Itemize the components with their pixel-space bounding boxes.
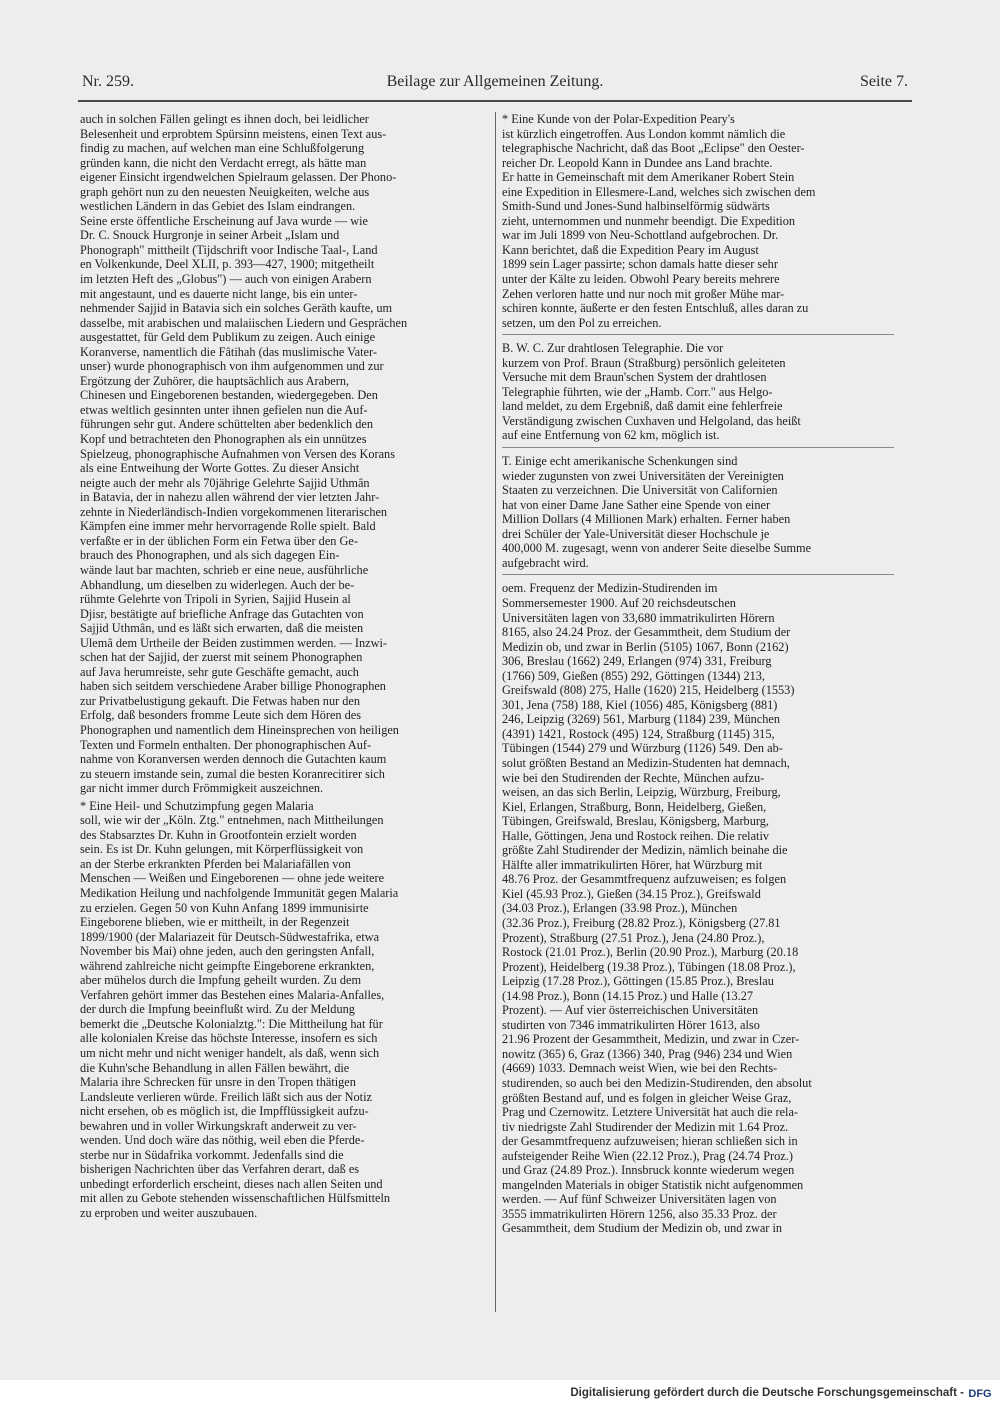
text-line: eigener Einsicht irgendwelchen Spielraum gelassen. Der Phono- bbox=[80, 170, 397, 185]
text-line: Djisr, bestätigte auf briefliche Anfrage das Gutachten von bbox=[80, 606, 364, 621]
text-line: bemerkt die „Deutsche Kolonialztg.": Die Mittheilung hat für bbox=[80, 1016, 383, 1031]
text-line: Eingeborene blieben, wie er mittheilt, in der Regenzeit bbox=[80, 915, 350, 930]
text-line: Ulemâ dem Urtheile der Beiden zustimmen werden. — Inzwi- bbox=[80, 635, 387, 650]
article-separator bbox=[502, 574, 894, 575]
text-line: graph gehört nun zu den neuesten Neuigkeiten, welche aus bbox=[80, 184, 370, 199]
text-line: unbedingt erforderlich erscheint, dieses nach allen Seiten und bbox=[80, 1176, 383, 1191]
text-line: (1766) 509, Gießen (855) 292, Göttingen (1344) 213, bbox=[502, 668, 765, 683]
text-line: Sommersemester 1900. Auf 20 reichsdeutschen bbox=[502, 595, 736, 610]
text-line: gründen kann, die nicht den Verdacht erregt, als hätte man bbox=[80, 155, 367, 170]
text-line: gar nicht immer durch Frömmigkeit auszeichnen. bbox=[80, 781, 324, 796]
publication-title: Beilage zur Allgemeinen Zeitung. bbox=[386, 73, 604, 90]
text-line: setzen, um den Pol zu erreichen. bbox=[502, 315, 662, 330]
text-line: haben sich seitdem verschiedene Araber billige Phonographen bbox=[80, 679, 386, 694]
right-column bbox=[502, 112, 894, 1236]
text-line: Zehen verloren hatte und nur noch mit großer Mühe mar- bbox=[502, 286, 785, 301]
text-line: Malaria ihre Schrecken für unsre in den Tropen thätigen bbox=[80, 1075, 356, 1090]
text-line: B. W. C. Zur drahtlosen Telegraphie. Die vor bbox=[502, 341, 724, 356]
text-line: aber mühelos durch die Impfung geheilt wurden. Zu dem bbox=[80, 973, 362, 988]
text-line: soll, wie wir der „Köln. Ztg." entnehmen, nach Mittheilungen bbox=[80, 813, 384, 828]
text-line: Er hatte in Gemeinschaft mit dem Amerikaner Robert Stein bbox=[502, 170, 795, 185]
text-line: (4669) 1033. Demnach weist Wien, wie bei den Rechts- bbox=[502, 1061, 778, 1076]
text-line: Prozent), Heidelberg (19.38 Proz.), Tübingen (18.08 Proz.), bbox=[502, 959, 796, 974]
text-line: brauch des Phonographen, und als sich dagegen Ein- bbox=[80, 548, 340, 563]
text-line: Prag und Czernowitz. Letztere Universität hat auch die rela- bbox=[502, 1105, 799, 1120]
text-line: zu erzielen. Gegen 50 von Kuhn Anfang 1899 immunisirte bbox=[80, 900, 369, 915]
text-line: größte Zahl Studirender der Medizin, nämlich beinahe die bbox=[502, 843, 788, 858]
text-line: (4391) 1421, Rostock (495) 124, Straßburg (1145) 315, bbox=[502, 726, 775, 741]
column-divider bbox=[495, 112, 496, 1312]
text-line: Kiel (45.93 Proz.), Gießen (34.15 Proz.), Greifswald bbox=[502, 886, 761, 901]
article-paragraph bbox=[80, 112, 490, 796]
text-line: Greifswald (808) 275, Halle (1620) 215, Heidelberg (1553) bbox=[502, 683, 795, 698]
text-line: wenden. Und doch wäre das nöthig, weil eben die Pferde- bbox=[80, 1133, 365, 1148]
text-line: an der Sterbe erkrankten Pferden bei Malariafällen von bbox=[80, 856, 351, 871]
text-line: und Graz (24.89 Proz.). Innsbruck konnte wiederum wegen bbox=[502, 1163, 795, 1178]
text-line: westlichen Ländern in das Gebiet des Islam eindrangen. bbox=[80, 199, 356, 214]
text-line: sterbe nur in Südafrika vorkommt. Jedenfalls sind die bbox=[80, 1147, 344, 1162]
text-line: Belesenheit und erprobtem Spürsinn meistens, einen Text aus- bbox=[80, 126, 387, 141]
text-line: alle kolonialen Kreise das höchste Interesse, insofern es sich bbox=[80, 1031, 378, 1046]
text-line: kurzem von Prof. Braun (Straßburg) persönlich geleiteten bbox=[502, 355, 786, 370]
article-paragraph bbox=[502, 454, 894, 570]
text-line: ist kürzlich eingetroffen. Aus London kommt nämlich die bbox=[502, 126, 786, 141]
text-line: wände laut bar machten, schrieb er eine neue, ausführliche bbox=[80, 562, 369, 577]
text-line: 400,000 M. zugesagt, wenn von anderer Seite dieselbe Summe bbox=[502, 541, 812, 556]
text-line: auf Java herumreiste, sehr gute Geschäfte gemacht, auch bbox=[80, 664, 359, 679]
funding-notice: Digitalisierung gefördert durch die Deutsche Forschungsgemeinschaft - bbox=[570, 1387, 964, 1399]
dfg-logo: DFG bbox=[968, 1388, 992, 1400]
article-paragraph bbox=[502, 341, 894, 443]
text-line: weisen, an das sich Berlin, Leipzig, Würzburg, Freiburg, bbox=[502, 785, 781, 800]
text-line: Kiel, Erlangen, Straßburg, Bonn, Heidelberg, Gießen, bbox=[502, 799, 767, 814]
text-line: Koranverse, namentlich die Fâtihah (das muslimische Vater- bbox=[80, 344, 377, 359]
text-line: 1899 sein Lager passirte; schon damals hatte dieser sehr bbox=[502, 257, 778, 272]
text-line: auf eine Entfernung von 62 km, möglich ist. bbox=[502, 428, 720, 443]
text-line: mit allen zu Gebote stehenden wissenschaftlichen Hülfsmitteln bbox=[80, 1191, 391, 1206]
text-line: etwas weltlich gesinnten unter ihnen gefielen nun die Auf- bbox=[80, 402, 368, 417]
article-separator bbox=[502, 334, 894, 335]
text-line: 246, Leipzig (3269) 561, Marburg (1184) 239, München bbox=[502, 712, 780, 727]
text-line: 1899/1900 (der Malariazeit für Deutsch-Südwestafrika, etwa bbox=[80, 929, 380, 944]
text-line: als eine Entweihung der Worte Gottes. Zu dieser Ansicht bbox=[80, 461, 360, 476]
text-line: land meldet, zu dem Ergebniß, daß damit eine fehlerfreie bbox=[502, 399, 783, 414]
text-line: November bis Mai) ohne jeden, auch den geringsten Anfall, bbox=[80, 944, 375, 959]
text-line: Versuche mit dem Braun'schen System der drahtlosen bbox=[502, 370, 767, 385]
text-line: (32.36 Proz.), Freiburg (28.82 Proz.), Königsberg (27.81 bbox=[502, 915, 781, 930]
text-line: 3555 immatrikulirten Hörern 1256, also 35.33 Proz. der bbox=[502, 1206, 777, 1221]
article-paragraph bbox=[80, 799, 490, 1221]
text-line: Sajjid Uthmân, und es läßt sich erwarten, daß die meisten bbox=[80, 621, 364, 636]
text-line: Gesammtheit, dem Studium der Medizin ob, und zwar in bbox=[502, 1221, 783, 1236]
text-line: Telegraphie führten, wie der „Hamb. Corr." aus Helgo- bbox=[502, 384, 773, 399]
text-line: T. Einige echt amerikanische Schenkungen sind bbox=[502, 454, 738, 469]
text-line: tiv niedrigste Zahl Studirender der Medizin mit 1.64 Proz. bbox=[502, 1119, 789, 1134]
text-line: schiren konnte, äußerte er den festen Entschluß, alles daran zu bbox=[502, 301, 809, 316]
text-line: studirten von 7346 immatrikulirten Hörer 1613, also bbox=[502, 1017, 760, 1032]
text-line: ausgestattet, für Geld dem Publikum zu zeigen. Auch einige bbox=[80, 330, 376, 345]
text-line: * Eine Kunde von der Polar-Expedition Peary's bbox=[502, 112, 735, 126]
text-line: Seine erste öffentliche Erscheinung auf Java wurde — wie bbox=[80, 213, 368, 228]
text-line: dasselbe, mit arabischen und malaiischen Liedern und Gesprächen bbox=[80, 315, 408, 330]
text-line: Halle, Göttingen, Jena und Rostock reihen. Die relativ bbox=[502, 828, 770, 843]
text-line: reicher Dr. Leopold Kann in Dundee ans Land brachte. bbox=[502, 155, 773, 170]
text-line: auch in solchen Fällen gelingt es ihnen doch, bei leidlicher bbox=[80, 112, 369, 126]
text-line: Hälfte aller immatrikulirten Hörer, hat Würzburg mit bbox=[502, 857, 763, 872]
digitization-footer bbox=[0, 1382, 1000, 1408]
text-line: zieht, unternommen und nunmehr beendigt. Die Expedition bbox=[502, 213, 796, 228]
text-line: neigte auch der mehr als 70jährige Gelehrte Sajjid Uthmân bbox=[80, 475, 370, 490]
text-line: die Kuhn'sche Behandlung in allen Fällen bewährt, die bbox=[80, 1060, 350, 1075]
text-line: zehnte in Niederländisch-Indien vorgekommenen literarischen bbox=[80, 504, 388, 519]
text-line: 48.76 Proz. der Gesammtfrequenz aufzuweisen; es folgen bbox=[502, 872, 787, 887]
text-line: Menschen — Weißen und Eingeborenen — ohne jede weitere bbox=[80, 871, 385, 886]
text-line: führungen sehr gut. Andere schüttelten aber bedenklich den bbox=[80, 417, 373, 432]
text-line: bisherigen Nachrichten über das Verfahren derart, daß es bbox=[80, 1162, 360, 1177]
text-line: nahme von Koranversen werden dennoch die Gutachten kaum bbox=[80, 752, 387, 767]
text-line: in Batavia, der in nahezu allen während der vier letzten Jahr- bbox=[80, 490, 380, 505]
text-line: Verfahren gehört immer das Bestehen eines Malaria-Anfalles, bbox=[80, 987, 385, 1002]
text-line: im letzten Heft des „Globus") — auch von einigen Arabern bbox=[80, 272, 372, 287]
text-line: während zahlreiche nicht geimpfte Eingeborene erkrankten, bbox=[80, 958, 375, 973]
left-column bbox=[80, 112, 490, 1221]
text-line: 306, Breslau (1662) 249, Erlangen (974) 331, Freiburg bbox=[502, 654, 772, 669]
text-line: werden. — Auf fünf Schweizer Universitäten lagen von bbox=[502, 1192, 777, 1207]
text-line: Dr. C. Snouck Hurgronje in seiner Arbeit „Islam und bbox=[80, 228, 340, 243]
text-line: schen hat der Sajjid, der zuerst mit seinem Phonographen bbox=[80, 650, 363, 665]
text-line: Phonographen und namentlich dem Hineinsprechen von heiligen bbox=[80, 722, 399, 737]
text-line: Chinesen und Eingeborenen bestanden, wiedergegeben. Den bbox=[80, 388, 378, 403]
text-line: Million Dollars (4 Millionen Mark) erhalten. Ferner haben bbox=[502, 512, 791, 527]
text-line: sein. Es ist Dr. Kuhn gelungen, mit Körperflüssigkeit von bbox=[80, 842, 364, 857]
article-separator bbox=[502, 447, 894, 448]
text-line: Phonograph" mittheilt (Tijdschrift voor Indische Taal-, Land bbox=[80, 242, 378, 257]
text-line: Erfolg, daß besonders fromme Leute sich dem Hören des bbox=[80, 708, 362, 723]
text-line: Kopf und betrachteten den Phonographen als ein unnützes bbox=[80, 432, 367, 447]
text-line: zur Privatbelustigung gekauft. Die Fetwas haben nur den bbox=[80, 693, 361, 708]
text-line: Staaten zu verzeichnen. Die Universität von Californien bbox=[502, 483, 778, 498]
text-line: en Volkenkunde, Deel XLII, p. 393—427, 1900; mitgetheilt bbox=[80, 257, 375, 272]
text-line: zu steuern imstande sein, zumal die besten Koranrecitirer sich bbox=[80, 766, 385, 781]
text-line: hat von einer Dame Jane Sather eine Spende von einer bbox=[502, 497, 771, 512]
text-line: 21.96 Prozent der Gesammtheit, Medizin, und zwar in Czer- bbox=[502, 1032, 800, 1047]
page-header bbox=[82, 73, 908, 99]
text-line: Spielzeug, phonographische Aufnahmen von Versen des Korans bbox=[80, 446, 395, 461]
page-number: Seite 7. bbox=[860, 73, 908, 90]
text-line: drei Schüler der Yale-Universität dieser Hochschule je bbox=[502, 526, 770, 541]
text-line: Kämpfen eine immer mehr hervorragende Rolle spielt. Bald bbox=[80, 519, 376, 534]
text-line: Leipzig (17.28 Proz.), Göttingen (15.85 Proz.), Breslau bbox=[502, 974, 774, 989]
text-line: Landsleute verlieren würde. Freilich läßt sich aus der Notiz bbox=[80, 1089, 372, 1104]
text-line: um nicht mehr und nicht weniger handelt, als daß, wenn sich bbox=[80, 1046, 380, 1060]
text-line: 301, Jena (758) 188, Kiel (1056) 485, Königsberg (881) bbox=[502, 697, 778, 712]
text-line: Rostock (21.01 Proz.), Berlin (20.90 Proz.), Marburg (20.18 bbox=[502, 945, 799, 960]
text-line: mangelnden Materials in obiger Statistik nicht aufgenommen bbox=[502, 1177, 804, 1192]
text-line: (14.98 Proz.), Bonn (14.15 Proz.) und Halle (13.27 bbox=[502, 988, 754, 1003]
text-line: aufgebracht wird. bbox=[502, 555, 589, 570]
text-line: rühmte Gelehrte von Tripoli in Syrien, Sajjid Husein al bbox=[80, 592, 351, 607]
text-line: Texten und Formeln enthalten. Der phonographischen Auf- bbox=[80, 737, 372, 752]
text-line: Verständigung zwischen Cuxhaven und Helgoland, das heißt bbox=[502, 413, 801, 428]
article-paragraph bbox=[502, 581, 894, 1236]
text-line: Medikation Heilung und nachfolgende Immunität gegen Malaria bbox=[80, 885, 399, 900]
text-line: * Eine Heil- und Schutzimpfung gegen Malaria bbox=[80, 798, 314, 813]
text-line: Abhandlung, um dieselben zu widerlegen. Auch der be- bbox=[80, 577, 355, 592]
text-line: der durch die Impfung beeinflußt wird. Zu der Meldung bbox=[80, 1002, 355, 1017]
issue-number: Nr. 259. bbox=[82, 73, 134, 90]
text-line: telegraphische Nachricht, daß das Boot „Eclipse" den Oester- bbox=[502, 141, 805, 156]
text-line: wieder zugunsten von zwei Universitäten der Vereinigten bbox=[502, 468, 784, 483]
text-line: findig zu machen, auf welchen man eine Schlußfolgerung bbox=[80, 141, 365, 156]
text-line: war im Juli 1899 von Neu-Schottland aufgebrochen. Dr. bbox=[502, 228, 779, 243]
text-line: des Stabsarztes Dr. Kuhn in Grootfontein erzielt worden bbox=[80, 827, 357, 842]
text-line: bewahren und in voller Wirkungskraft anderweit zu ver- bbox=[80, 1118, 357, 1133]
text-line: zu erproben und weiter auszubauen. bbox=[80, 1206, 258, 1221]
text-line: Smith-Sund und Jones-Sund halbinselförmig südwärts bbox=[502, 199, 770, 214]
header-rule bbox=[78, 100, 912, 102]
text-line: unter der Kälte zu leiden. Obwohl Peary bereits mehrere bbox=[502, 272, 780, 287]
text-line: Tübingen (1544) 279 und Würzburg (1126) 549. Den ab- bbox=[502, 741, 783, 756]
text-line: größten Bestand auf, und es folgen in gleicher Weise Graz, bbox=[502, 1090, 792, 1105]
text-line: verfaßte er in der üblichen Form ein Fetwa über den Ge- bbox=[80, 533, 358, 548]
text-line: aufsteigender Reihe Wien (22.12 Proz.), Prag (24.74 Proz.) bbox=[502, 1148, 793, 1163]
article-paragraph bbox=[502, 112, 894, 330]
text-line: Universitäten lagen von 33,680 immatrikulirten Hörern bbox=[502, 610, 775, 625]
text-line: Medizin ob, und zwar in Berlin (5105) 1067, Bonn (2162) bbox=[502, 639, 789, 654]
text-line: nicht ersehen, ob es möglich ist, die Impfflüssigkeit aufzu- bbox=[80, 1104, 369, 1119]
text-line: nehmender Sajjid in Batavia sich ein solches Geräth kaufte, um bbox=[80, 301, 393, 316]
text-line: studirenden, so auch bei den Medizin-Studirenden, den absolut bbox=[502, 1076, 812, 1090]
text-line: solut größten Bestand an Medizin-Studenten hat demnach, bbox=[502, 755, 790, 770]
text-line: unser) wurde phonographisch von ihm aufgenommen und zur bbox=[80, 359, 384, 374]
text-line: oem. Frequenz der Medizin-Studirenden im bbox=[502, 581, 718, 596]
text-line: wie bei den Studirenden der Rechte, München aufzu- bbox=[502, 770, 765, 785]
text-line: eine Expedition in Ellesmere-Land, welches sich zwischen dem bbox=[502, 184, 816, 199]
text-line: Kann berichtet, daß die Expedition Peary im August bbox=[502, 242, 759, 257]
text-line: Ergötzung der Zuhörer, die hauptsächlich aus Arabern, bbox=[80, 373, 350, 388]
text-line: (34.03 Proz.), Erlangen (33.98 Proz.), München bbox=[502, 901, 738, 916]
text-line: der Gesammtfrequenz aufzuweisen; hieran schließen sich in bbox=[502, 1134, 798, 1149]
text-line: 8165, also 24.24 Proz. der Gesammtheit, dem Studium der bbox=[502, 625, 791, 640]
text-line: Prozent), Straßburg (27.51 Proz.), Jena (24.80 Proz.), bbox=[502, 930, 765, 945]
text-line: nowitz (365) 6, Graz (1366) 340, Prag (946) 234 und Wien bbox=[502, 1046, 793, 1061]
text-line: Tübingen, Greifswald, Breslau, Königsberg, Marburg, bbox=[502, 814, 769, 829]
text-line: mit angestaunt, und es dauerte nicht lange, bis ein unter- bbox=[80, 286, 358, 301]
text-line: Prozent). — Auf vier österreichischen Universitäten bbox=[502, 1003, 759, 1018]
